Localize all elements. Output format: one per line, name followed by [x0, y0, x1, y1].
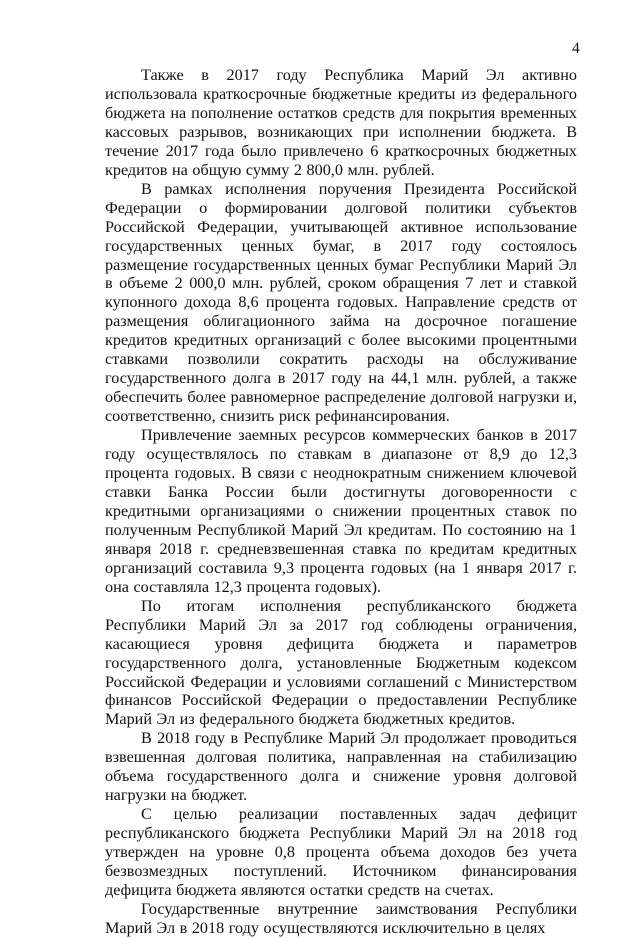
paragraph-deficit-target: С целью реализации поставленных задач дефицит республиканского бюджета Республики Марий Эл на 2018 год утвержден на уровне 0,8 процента объема доходов без учета безвозмездных поступлений. Источником финансирования дефицита бюджета являются остатки средств на счетах. [105, 805, 577, 899]
paragraph-securities-placement: В рамках исполнения поручения Президента Российской Федерации о формировании долговой политики субъектов Российской Федерации, учитывающей активное использование государственных ценных бумаг, в 2017 году состоялось размещение государственных ценных бумаг Республики Марий Эл в объеме 2 000,0 млн. рублей, сроком обращения 7 лет и ставкой купонного дохода 8,6 процента годовых. Направление средств от размещения облигационного займа на досрочное погашение кредитов кредитных организаций с более высокими процентными ставками позволили сократить расходы на обслуживание государственного долга в 2017 году на 44,1 млн. рублей, а также обеспечить более равномерное распределение долговой нагрузки и, соответственно, снизить риск рефинансирования. [105, 179, 577, 426]
paragraph-commercial-loans: Привлечение заемных ресурсов коммерческих банков в 2017 году осуществлялось по ставкам в диапазоне от 8,9 до 12,3 процента годовых. В связи с неоднократным снижением ключевой ставки Банка России были достигнуты договоренности с кредитными организациями о снижении процентных ставок по полученным Республикой Марий Эл кредитам. По состоянию на 1 января 2018 г. средневзвешенная ставка по кредитам кредитных организаций составила 9,3 процента годовых (на 1 января 2017 г. она составляла 12,3 процента годовых). [105, 426, 577, 596]
page-number: 4 [572, 40, 580, 57]
document-body [105, 66, 577, 938]
paragraph-domestic-borrowings: Государственные внутренние заимствования Республики Марий Эл в 2018 году осуществляются исключительно в целях [105, 899, 577, 937]
paragraph-budget-results-2017: По итогам исполнения республиканского бюджета Республики Марий Эл за 2017 год соблюдены ограничения, касающиеся уровня дефицита бюджета и параметров государственного долга, установленные Бюджетным кодексом Российской Федерации и условиями соглашений с Министерством финансов Российской Федерации о предоставлении Республике Марий Эл из федерального бюджета бюджетных кредитов. [105, 596, 577, 729]
paragraph-short-term-credits: Также в 2017 году Республика Марий Эл активно использовала краткосрочные бюджетные кредиты из федерального бюджета на пополнение остатков средств для покрытия временных кассовых разрывов, возникающих при исполнении бюджета. В течение 2017 года было привлечено 6 краткосрочных бюджетных кредитов на общую сумму 2 800,0 млн. рублей. [105, 66, 577, 179]
paragraph-debt-policy-2018: В 2018 году в Республике Марий Эл продолжает проводиться взвешенная долговая политика, направленная на стабилизацию объема государственного долга и снижение уровня долговой нагрузки на бюджет. [105, 729, 577, 805]
